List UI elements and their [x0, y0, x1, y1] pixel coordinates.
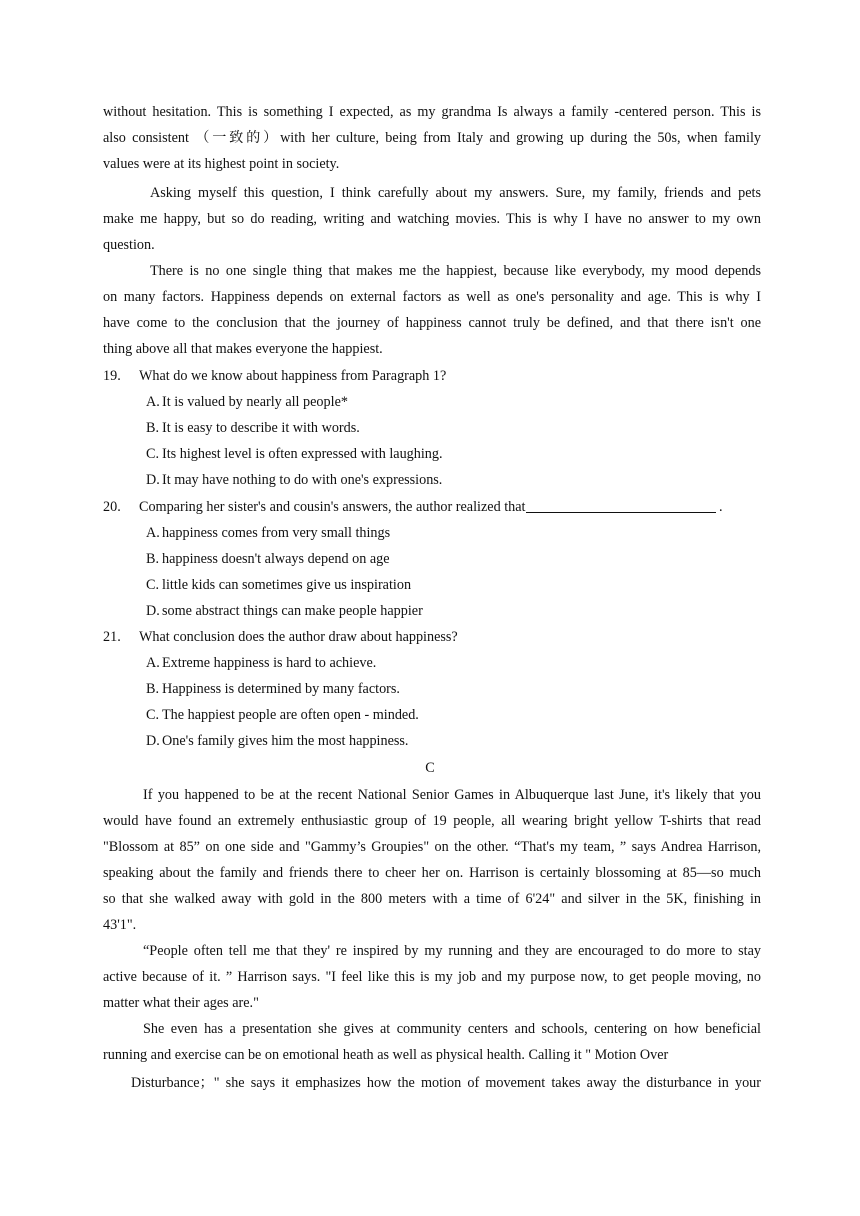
option-letter: C.	[146, 577, 160, 593]
option-text: Extreme happiness is hard to achieve.	[162, 655, 377, 671]
option-b[interactable]	[146, 676, 400, 702]
text-line: have come to the conclusion that the journey of happiness cannot truly be defined, and that there isn't one	[103, 315, 761, 331]
question-number: 19.	[103, 368, 121, 384]
option-letter: C.	[146, 446, 160, 462]
option-letter: D.	[146, 603, 160, 619]
option-a[interactable]	[146, 650, 376, 676]
option-letter: B.	[146, 420, 160, 436]
question-21	[103, 624, 763, 650]
option-text: happiness comes from very small things	[162, 525, 391, 541]
option-b[interactable]	[146, 415, 360, 441]
text-line: “People often tell me that they' re inspired by my running and they are encouraged to do more to stay	[143, 943, 761, 959]
answer-blank[interactable]	[526, 498, 716, 513]
option-text: some abstract things can make people happier	[162, 603, 423, 619]
text-line: thing above all that makes everyone the happiest.	[103, 341, 383, 357]
passage-paragraph	[103, 180, 761, 258]
text-line: She even has a presentation she gives at community centers and schools, centering on how beneficial	[143, 1021, 761, 1037]
option-c[interactable]	[146, 702, 419, 728]
text-line: matter what their ages are."	[103, 995, 259, 1011]
option-text: Its highest level is often expressed with laughing.	[162, 446, 443, 462]
option-text: The happiest people are often open - minded.	[162, 707, 419, 723]
text-line: so that she walked away with gold in the 800 meters with a time of 6'24" and silver in the 5K, finishing in	[103, 891, 761, 907]
text-line: active because of it. ” Harrison says. "I feel like this is my job and my purpose now, to get people moving, no	[103, 969, 761, 985]
text-line: Disturbance；" she says it emphasizes how the motion of movement takes away the disturbance in your	[131, 1075, 761, 1091]
text-line: speaking about the family and friends there to cheer her on. Harrison is certainly blossoming at 85—so much	[103, 865, 761, 881]
text-line: also consistent （一致的）with her culture, being from Italy and growing up during the 50s, when family	[103, 130, 761, 146]
option-d[interactable]	[146, 467, 442, 493]
option-text: Happiness is determined by many factors.	[162, 681, 400, 697]
passage-paragraph	[103, 258, 761, 362]
option-text: happiness doesn't always depend on age	[162, 551, 390, 567]
text-line: If you happened to be at the recent National Senior Games in Albuquerque last June, it's likely that you	[143, 787, 761, 803]
option-d[interactable]	[146, 598, 423, 624]
question-20	[103, 494, 763, 520]
passage-paragraph	[103, 99, 761, 177]
question-19	[103, 363, 763, 389]
text-line: "Blossom at 85” on one side and "Gammy’s Groupies" on the other. “That's my team, ” says Andrea Harrison,	[103, 839, 761, 855]
question-stem: What conclusion does the author draw about happiness?	[139, 629, 458, 645]
passage-paragraph	[103, 938, 761, 1016]
passage-paragraph	[103, 782, 761, 938]
option-text: It may have nothing to do with one's expressions.	[162, 472, 443, 488]
text-line: question.	[103, 237, 155, 253]
text-line: Asking myself this question, I think carefully about my answers. Sure, my family, friends and pets	[150, 185, 761, 201]
option-text: little kids can sometimes give us inspiration	[162, 577, 412, 593]
option-letter: D.	[146, 472, 160, 488]
question-stem-end: .	[715, 499, 723, 515]
question-stem: What do we know about happiness from Paragraph 1?	[139, 368, 447, 384]
option-c[interactable]	[146, 441, 443, 467]
option-c[interactable]	[146, 572, 411, 598]
text-line: make me happy, but so do reading, writing and watching movies. This is why I have no answer to my own	[103, 211, 761, 227]
section-heading: C	[425, 760, 435, 776]
text-line: on many factors. Happiness depends on external factors as well as one's personality and age. This is why I	[103, 289, 761, 305]
text-line: running and exercise can be on emotional heath as well as physical health. Calling it " Motion Over	[103, 1047, 669, 1063]
option-text: One's family gives him the most happiness.	[162, 733, 409, 749]
passage-paragraph	[131, 1070, 761, 1096]
passage-paragraph	[103, 1016, 761, 1068]
option-a[interactable]	[146, 520, 390, 546]
option-letter: B.	[146, 551, 160, 567]
question-number: 20.	[103, 499, 121, 515]
option-letter: B.	[146, 681, 160, 697]
option-letter: D.	[146, 733, 160, 749]
text-line: There is no one single thing that makes me the happiest, because like everybody, my mood depends	[150, 263, 761, 279]
option-a[interactable]	[146, 389, 348, 415]
option-text: It is valued by nearly all people*	[162, 394, 348, 410]
option-letter: C.	[146, 707, 160, 723]
question-stem: Comparing her sister's and cousin's answers, the author realized that	[139, 499, 526, 515]
option-b[interactable]	[146, 546, 390, 572]
question-number: 21.	[103, 629, 121, 645]
text-line: would have found an extremely enthusiastic group of 19 people, all wearing bright yellow T-shirts that read	[103, 813, 761, 829]
text-line: values were at its highest point in society.	[103, 156, 340, 172]
option-letter: A.	[146, 655, 160, 671]
option-text: It is easy to describe it with words.	[162, 420, 360, 436]
option-letter: A.	[146, 394, 160, 410]
option-letter: A.	[146, 525, 160, 541]
text-line: without hesitation. This is something I expected, as my grandma Is always a family -centered person. This is	[103, 104, 761, 120]
text-line: 43'1".	[103, 917, 137, 933]
option-d[interactable]	[146, 728, 408, 754]
